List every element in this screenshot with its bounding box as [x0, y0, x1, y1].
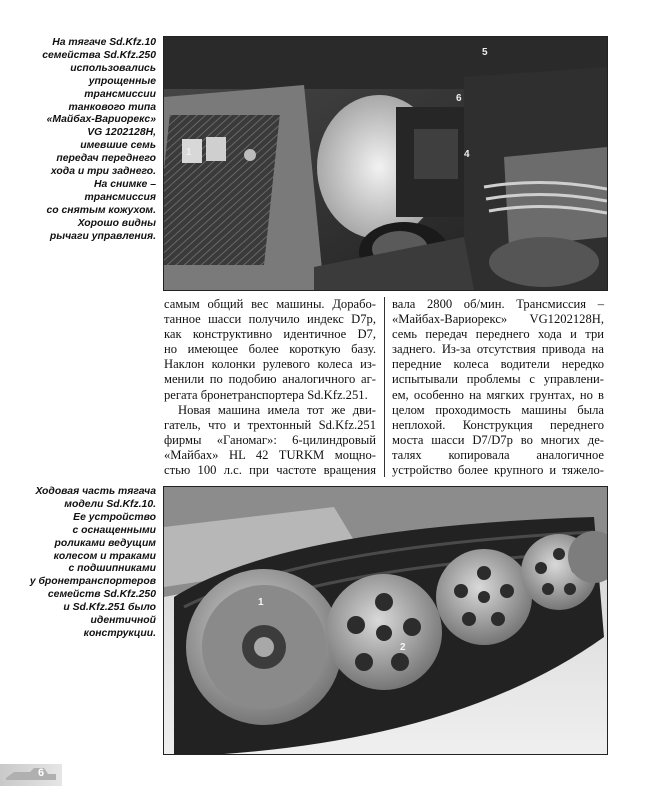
- transmission-photo: [163, 36, 608, 291]
- caption-line: На тягаче Sd.Kfz.10: [52, 37, 156, 48]
- caption-line: танкового типа: [68, 101, 156, 113]
- photo-label: 1: [258, 597, 264, 608]
- caption-line: передач переднего: [56, 153, 156, 165]
- text-line: фирмы «Ганомаг»: 6-цилиндровый: [164, 432, 376, 447]
- caption-line: Хорошо видны: [77, 217, 156, 229]
- column-divider: [384, 297, 385, 477]
- text-line: танное шасси получило индекс D7р,: [164, 312, 376, 327]
- caption-line: конструкции.: [83, 627, 156, 639]
- caption-bottom: [8, 486, 156, 641]
- caption-line: семейств Sd.Kfz.250: [47, 589, 156, 601]
- text-line: как конструктивно идентичное D7,: [164, 327, 376, 342]
- caption-line: колесом и траками: [53, 550, 156, 562]
- caption-line: Ходовая часть тягача: [35, 486, 156, 497]
- text-line: вала 2800 об/мин. Трансмиссия –: [392, 297, 604, 311]
- text-line: Новая машина имела тот же дви-: [178, 402, 376, 417]
- caption-line: у бронетранспортеров: [29, 576, 156, 588]
- caption-line: Ее устройство: [73, 511, 156, 523]
- caption-top: [8, 37, 156, 244]
- text-line: передние колеса водители нередко: [392, 357, 604, 372]
- caption-line: трансмиссии: [84, 88, 156, 100]
- footer-band: [0, 764, 62, 786]
- caption-line: VG 1202128H,: [87, 127, 156, 139]
- caption-line: рычаги управления.: [49, 230, 156, 242]
- text-line: но имеющее более короткую базу.: [164, 342, 376, 357]
- caption-line: использовались: [70, 62, 156, 74]
- caption-line: На снимке –: [94, 178, 156, 190]
- text-line: целом проходимость машины была: [392, 402, 604, 417]
- text-line: гатель, что и трехтонный Sd.Kfz.251: [164, 417, 376, 432]
- photo-label: 2: [400, 642, 406, 653]
- text-line: «Майбах-Вариорекс» VG1202128H,: [392, 312, 604, 327]
- caption-line: «Майбах-Вариорекс»: [46, 114, 156, 126]
- photo-label: 4: [464, 149, 470, 160]
- text-line: неплохой. Конструкция переднего: [392, 417, 604, 432]
- text-line: регата бронетранспортера Sd.Kfz.251.: [164, 387, 368, 402]
- text-line: стью 100 л.с. при частоте вращения: [164, 463, 376, 478]
- caption-line: модели Sd.Kfz.10.: [64, 498, 156, 510]
- caption-line: роликами ведущим: [54, 537, 156, 549]
- photo-label: 5: [482, 47, 488, 58]
- caption-line: идентичной: [90, 615, 156, 627]
- page-number: 6: [38, 767, 45, 779]
- text-line: талях копировала аналогичное: [392, 447, 604, 462]
- text-line: семь передач переднего хода и три: [392, 327, 604, 342]
- photo-label: 6: [456, 93, 462, 104]
- caption-line: семейства Sd.Kfz.250: [42, 49, 156, 61]
- text-line: менили по подобию аналогичного аг-: [164, 372, 376, 387]
- caption-line: с подшипниками: [68, 563, 156, 575]
- text-line: моста шасси D7/D7р во многих де-: [392, 432, 604, 447]
- caption-line: упрощенные: [88, 75, 156, 87]
- transmission-photo-icon: [164, 37, 607, 290]
- text-line: «Майбах» HL 42 TURKM мощно-: [164, 447, 376, 462]
- running-gear-photo-icon: [164, 487, 607, 754]
- caption-line: с оснащенными: [72, 524, 156, 536]
- caption-line: и Sd.Kfz.251 было: [63, 602, 156, 614]
- text-line: устройство более крупного и тяжело-: [392, 463, 604, 478]
- text-line: Наклон колонки рулевого колеса из-: [164, 357, 376, 372]
- caption-line: со снятым кожухом.: [46, 204, 156, 216]
- text-line: заднего. Из-за отсутствия привода на: [392, 342, 604, 357]
- photo-label: 1: [186, 147, 192, 158]
- body-column-right: [392, 297, 604, 478]
- caption-line: трансмиссия: [84, 191, 156, 203]
- running-gear-photo: [163, 486, 608, 755]
- caption-line: хода и три заднего.: [50, 166, 156, 178]
- caption-line: имевшие семь: [80, 140, 156, 152]
- text-line: ем, особенно на мягких грунтах, но в: [392, 387, 604, 402]
- text-line: самым общий вес машины. Дорабо-: [164, 297, 376, 311]
- text-line: испытывали проблемы с управлени-: [392, 372, 604, 387]
- halftrack-silhouette-icon: [0, 764, 62, 786]
- body-column-left: [164, 297, 376, 478]
